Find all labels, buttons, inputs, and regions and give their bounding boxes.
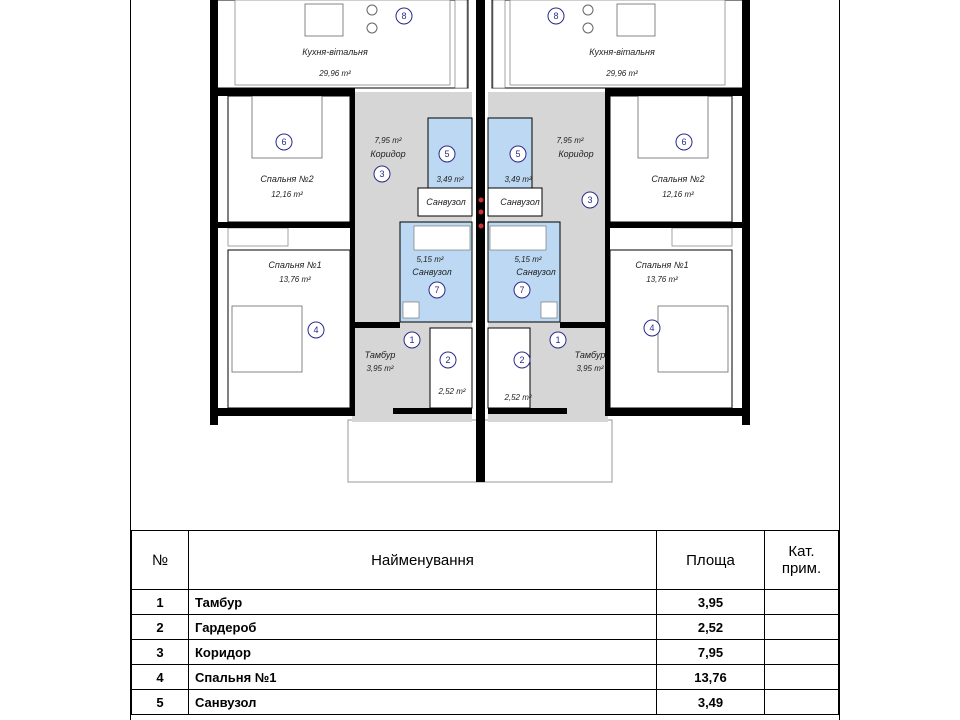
room-number-5-right: 5 [515, 149, 521, 159]
bed2-area-left: 12,16 m² [271, 190, 303, 199]
table-row [132, 640, 839, 665]
bath7-area-left: 5,15 m² [416, 255, 444, 264]
cell-name: Коридор [189, 640, 657, 665]
bath5-area-right: 3,49 m² [504, 175, 532, 184]
bed1-area-right: 13,76 m² [646, 275, 678, 284]
cell-area: 2,52 [657, 615, 765, 640]
corridor-area-left: 7,95 m² [374, 136, 402, 145]
bed-icon [232, 306, 302, 372]
table-row [132, 690, 839, 715]
bath7-area-right: 5,15 m² [514, 255, 542, 264]
cell-area: 3,49 [657, 690, 765, 715]
cell-no: 5 [132, 690, 189, 715]
cell-category [765, 665, 839, 690]
bed2-area-right: 12,16 m² [662, 190, 694, 199]
wardrobe-left [228, 228, 288, 246]
bath5-label-left: Санвузол [426, 197, 466, 207]
bed2-label-right: Спальня №2 [651, 174, 705, 184]
room-number-1-right: 1 [555, 335, 561, 345]
kitchen-label-right: Кухня-вітальня [589, 47, 655, 57]
corridor-label-left: Коридор [370, 149, 406, 159]
room-number-2-right: 2 [519, 355, 525, 365]
kitchen-area-left: 29,96 m² [319, 69, 351, 78]
table-row [132, 590, 839, 615]
room-number-5-left: 5 [444, 149, 450, 159]
cell-category [765, 615, 839, 640]
cell-category [765, 690, 839, 715]
header-no: № [132, 531, 189, 590]
ward-area-right: 2,52 m² [504, 393, 532, 402]
vest-label-right: Тамбур [574, 350, 606, 360]
cell-no: 2 [132, 615, 189, 640]
cell-no: 4 [132, 665, 189, 690]
bed1-area-left: 13,76 m² [279, 275, 311, 284]
bath7-label-right: Санвузол [516, 267, 556, 277]
header-name: Найменування [189, 531, 657, 590]
cell-name: Тамбур [189, 590, 657, 615]
cell-name: Гардероб [189, 615, 657, 640]
room-schedule-table [131, 530, 839, 715]
cell-area: 13,76 [657, 665, 765, 690]
party-wall [476, 0, 485, 482]
cell-area: 7,95 [657, 640, 765, 665]
unit-left [210, 0, 472, 425]
room-number-7-right: 7 [519, 285, 525, 295]
room-number-6-right: 6 [681, 137, 687, 147]
table-header-row [132, 531, 839, 590]
room-number-8-left: 8 [401, 11, 407, 21]
header-category: Кат. прим. [765, 531, 839, 590]
vest-area-left: 3,95 m² [366, 364, 394, 373]
cell-name: Спальня №1 [189, 665, 657, 690]
bathtub-icon [414, 226, 470, 250]
bed1-label-left: Спальня №1 [268, 260, 322, 270]
bed1-label-right: Спальня №1 [635, 260, 689, 270]
bed2-label-left: Спальня №2 [260, 174, 314, 184]
room-number-6-left: 6 [281, 137, 287, 147]
room-number-8-right: 8 [553, 11, 559, 21]
ward-area-left: 2,52 m² [438, 387, 466, 396]
room-number-1-left: 1 [409, 335, 415, 345]
table-row [132, 665, 839, 690]
cell-area: 3,95 [657, 590, 765, 615]
room-number-3-right: 3 [587, 195, 593, 205]
corridor-label-right: Коридор [558, 149, 594, 159]
room-number-2-left: 2 [445, 355, 451, 365]
vest-area-right: 3,95 m² [576, 364, 604, 373]
room-number-7-left: 7 [434, 285, 440, 295]
bath5-label-right: Санвузол [500, 197, 540, 207]
header-area: Площа [657, 531, 765, 590]
cell-category [765, 590, 839, 615]
room-number-3-left: 3 [379, 169, 385, 179]
vest-label-left: Тамбур [364, 350, 396, 360]
table-row [132, 615, 839, 640]
corridor-area-right: 7,95 m² [556, 136, 584, 145]
kitchen-label-left: Кухня-вітальня [302, 47, 368, 57]
cell-category [765, 640, 839, 665]
cell-no: 3 [132, 640, 189, 665]
cell-name: Санвузол [189, 690, 657, 715]
kitchen-counter [455, 0, 467, 88]
sofa-icon [305, 4, 343, 36]
kitchen-area-right: 29,96 m² [606, 69, 638, 78]
room-number-4-left: 4 [313, 325, 319, 335]
room-number-4-right: 4 [649, 323, 655, 333]
bath7-label-left: Санвузол [412, 267, 452, 277]
bath5-area-left: 3,49 m² [436, 175, 464, 184]
wardrobe-room-left [430, 328, 472, 408]
cell-no: 1 [132, 590, 189, 615]
